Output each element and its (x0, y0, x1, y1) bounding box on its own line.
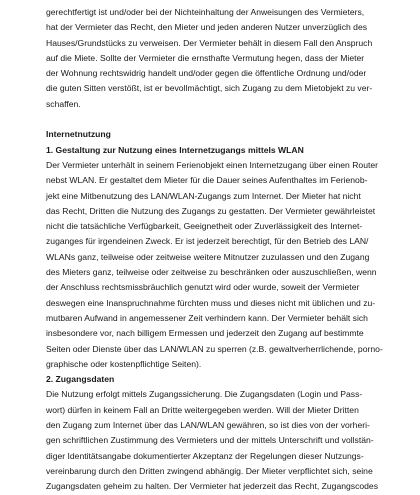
spacer (46, 112, 391, 127)
text-line: nicht die tatsächliche Verfügbarkeit, Geeignetheit oder Zuverlässigkeit des Internet- (46, 221, 363, 232)
text-line: Hauses/Grundstücks zu verweisen. Der Vermieter behält in diesem Fall den Anspruch (46, 37, 373, 48)
text-line: Zugangsdaten geheim zu halten. Der Vermieter hat jederzeit das Recht, Zugangscodes (46, 481, 379, 492)
text-line: gen schriftlichen Zustimmung des Vermieters und der mittels Unterschrift und vollstän- (46, 435, 374, 446)
subsection-body-zugangsdaten (46, 387, 391, 494)
intro-paragraph (46, 5, 391, 112)
subsection-heading-wlan: 1. Gestaltung zur Nutzung eines Internetzugangs mittels WLAN (46, 144, 304, 155)
text-line: deswegen eine Inanspruchnahme fürchten muss und dieses nicht mit üblichen und zu- (46, 297, 376, 308)
text-line: zuganges für irgendeinen Zweck. Er ist jederzeit berechtigt, für den Betrieb des LAN/ (46, 236, 369, 247)
text-line: vereinbarung durch den Dritten zwingend abhängig. Der Mieter verpflichtet sich, seine (46, 465, 373, 476)
text-line: insbesondere vor, nach billigem Ermessen und jederzeit den Zugang auf bestimmte (46, 328, 364, 339)
text-line: Seiten oder Dienste über das LAN/WLAN zu sperren (z.B. gewaltverherrlichende, porno- (46, 343, 383, 354)
text-line: Die Nutzung erfolgt mittels Zugangssicherung. Die Zugangsdaten (Login und Pass- (46, 389, 363, 400)
text-line: diger Identitätsangabe dokumentierter Akzeptanz der Regelungen dieser Nutzungs- (46, 450, 364, 461)
text-line: der Anschluss rechtsmissbräuchlich genutzt wird oder wurde, soweit der Vermieter (46, 282, 360, 293)
text-line: gerechtfertigt ist und/oder bei der Nichteinhaltung der Anweisungen des Vermieters, (46, 7, 365, 17)
section-title: Internetnutzung (46, 129, 111, 140)
text-line: die guten Sitten verstößt, ist er bevollmächtigt, sich Zugang zu dem Mietobjekt zu ver- (46, 83, 373, 94)
text-line: das Recht, Dritten die Nutzung des Zugangs zu gestatten. Der Vermieter gewährleistet (46, 205, 376, 216)
text-line: mutbaren Aufwand in angemessener Zeit verhindern kann. Der Vermieter behält sich (46, 312, 368, 323)
subsection-heading-zugangsdaten: 2. Zugangsdaten (46, 374, 115, 385)
text-line: den Zugang zum Internet über das LAN/WLAN gewähren, so ist dies von der vorheri- (46, 420, 370, 431)
text-line: WLANs ganz, teilweise oder zeitweise weitere Mitnutzer zuzulassen und den Zugang (46, 251, 370, 262)
text-line: hat der Vermieter das Recht, den Mieter und jeden anderen Nutzer unverzüglich des (46, 22, 368, 33)
text-line: schaffen. (46, 98, 81, 109)
text-line: nebst WLAN. Er gestaltet dem Mieter für die Dauer seines Aufenthaltes im Ferienob- (46, 175, 368, 186)
text-line: wort) dürfen in keinem Fall an Dritte weitergegeben werden. Will der Mieter Dritten (46, 404, 359, 415)
text-line: Der Vermieter unterhält in seinem Ferienobjekt einen Internetzugang über einen Router (46, 159, 379, 170)
text-line: der Wohnung rechtswidrig handelt und/oder gegen die öffentliche Ordnung und/oder (46, 68, 367, 79)
text-line: graphische oder kostenpflichtige Seiten). (46, 358, 202, 369)
text-line: des Mieters ganz, teilweise oder zeitweise zu beschränken oder auszuschließen, wenn (46, 267, 377, 278)
subsection-body-wlan (46, 158, 391, 372)
text-line: auf die Miete. Sollte der Vermieter die ernsthafte Vermutung hegen, dass der Mieter (46, 52, 365, 63)
text-line: jekt eine Mitbenutzung des LAN/WLAN-Zugangs zum Internet. Der Mieter hat nicht (46, 190, 361, 201)
